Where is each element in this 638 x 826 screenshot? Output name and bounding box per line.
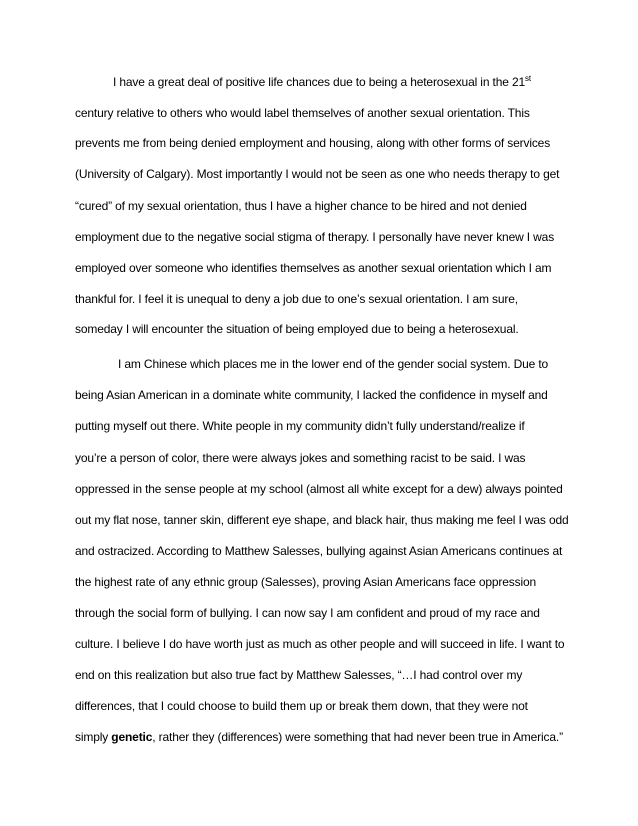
- paragraph-1-line-5: “cured” of my sexual orientation, thus I have a higher chance to be hired and not denied: [75, 199, 527, 213]
- paragraph-2-line-5: oppressed in the sense people at my school (almost all white except for a dew) always pointed: [75, 482, 563, 496]
- paragraph-2-line-11: end on this realization but also true fact by Matthew Salesses, “…I had control over my: [75, 668, 523, 682]
- paragraph-1-line-8: thankful for. I feel it is unequal to deny a job due to one’s sexual orientation. I am sure,: [75, 292, 518, 306]
- last-line-suffix: , rather they (differences) were something that had never been true in America.”: [152, 730, 563, 744]
- paragraph-1-line-7: employed over someone who identifies themselves as another sexual orientation which I am: [75, 261, 552, 275]
- superscript-st: st: [525, 74, 531, 83]
- paragraph-2-line-13: [75, 730, 563, 744]
- paragraph-2-line-1: I am Chinese which places me in the lower end of the gender social system. Due to: [118, 357, 549, 371]
- paragraph-2-line-4: you’re a person of color, there were always jokes and something racist to be said. I was: [75, 451, 526, 465]
- paragraph-1-line-4: (University of Calgary). Most importantly I would not be seen as one who needs therapy to get: [75, 167, 560, 181]
- paragraph-1-line-3: prevents me from being denied employment and housing, along with other forms of services: [75, 136, 551, 150]
- last-line-prefix: simply: [75, 730, 112, 744]
- paragraph-2-line-9: through the social form of bullying. I can now say I am confident and proud of my race and: [75, 606, 540, 620]
- paragraph-1-line-2: century relative to others who would label themselves of another sexual orientation. This: [75, 106, 530, 120]
- paragraph-2-line-2: being Asian American in a dominate white community, I lacked the confidence in myself and: [75, 388, 548, 402]
- paragraph-1-line-1: I have a great deal of positive life chances due to being a heterosexual in the 21st: [113, 74, 531, 89]
- paragraph-2-line-6: out my flat nose, tanner skin, different eye shape, and black hair, thus making me feel I was odd: [75, 513, 569, 527]
- paragraph-2-line-7: and ostracized. According to Matthew Salesses, bullying against Asian Americans continues at: [75, 544, 563, 558]
- paragraph-2-line-8: the highest rate of any ethnic group (Salesses), proving Asian Americans face oppression: [75, 575, 537, 589]
- paragraph-1-line-6: employment due to the negative social stigma of therapy. I personally have never knew I was: [75, 230, 555, 244]
- paragraph-2-line-12: differences, that I could choose to build them up or break them down, that they were not: [75, 699, 528, 713]
- paragraph-2-line-10: culture. I believe I do have worth just as much as other people and will succeed in life. I want to: [75, 637, 565, 651]
- paragraph-1-line-9: someday I will encounter the situation of being employed due to being a heterosexual.: [75, 322, 519, 336]
- paragraph-2-line-3: putting myself out there. White people in my community didn’t fully understand/realize if: [75, 419, 525, 433]
- bold-word-genetic: genetic: [111, 730, 153, 744]
